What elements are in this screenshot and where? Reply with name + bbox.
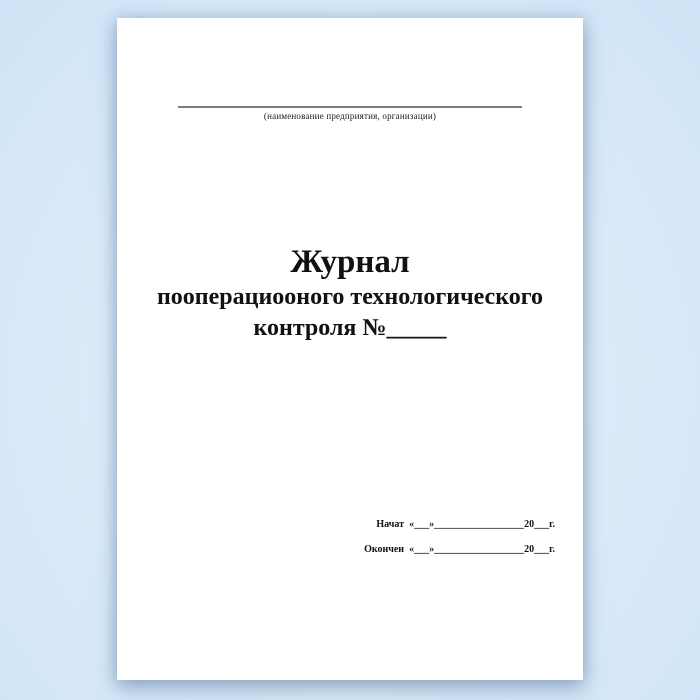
journal-cover-page [117,18,583,680]
date-finished-blank: «___»__________________20___г. [409,544,555,555]
title-block [117,242,583,344]
date-started-line [364,512,555,537]
journal-title: Журнал [290,244,410,280]
journal-subtitle-line2: контроля №_____ [253,315,447,341]
date-finished-label: Окончен [364,544,405,555]
journal-subtitle-line1: пооперациооного технологического [156,284,544,310]
date-started-blank: «___»__________________20___г. [409,519,555,530]
org-name-blank-line [178,106,522,108]
dates-block [364,512,555,562]
date-finished-line [364,537,555,562]
date-started-label: Начат [376,519,405,530]
org-name-block [117,106,583,122]
org-name-caption: (наименование предприятия, организации) [263,111,437,121]
